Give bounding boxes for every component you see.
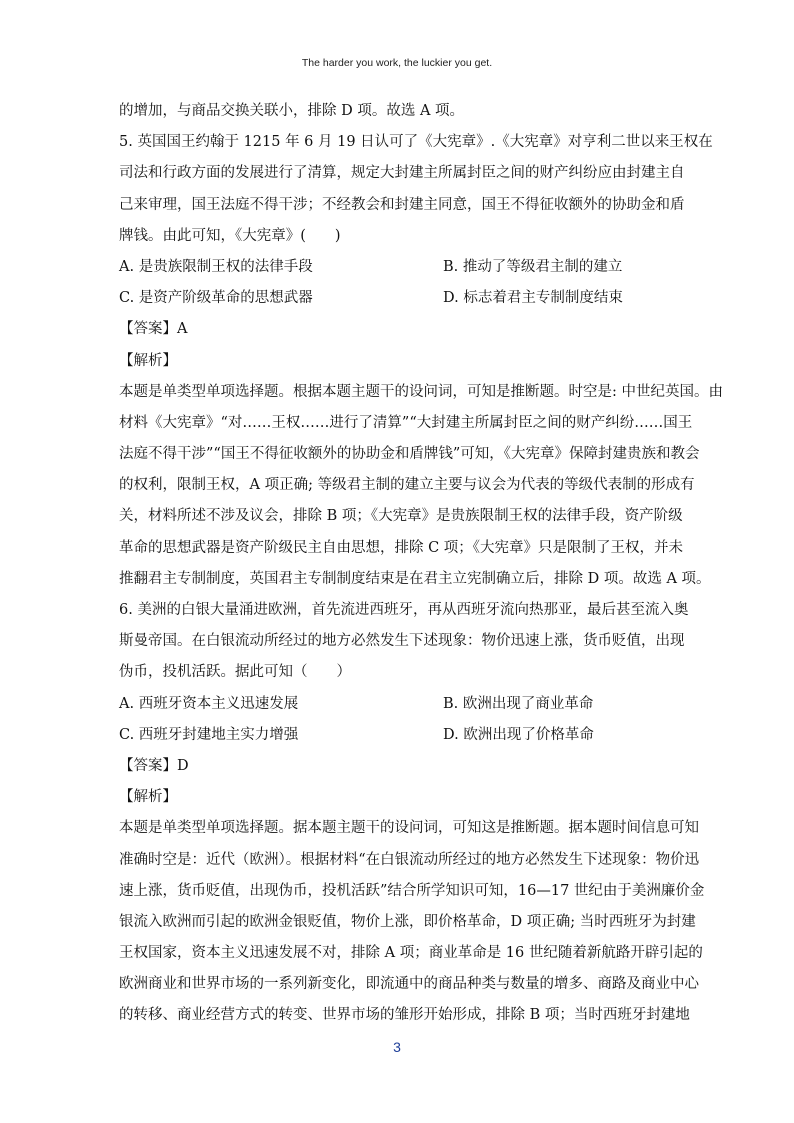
analysis-line: 革命的思想武器是资产阶级民主自由思想，排除 C 项；《大宪章》只是限制了王权，并未 (119, 539, 684, 556)
analysis-line: 的权利，限制王权，A 项正确; 等级君主制的建立主要与议会为代表的等级代表制的形成有 (119, 477, 695, 494)
question-stem-line: 己来审理，国王法庭不得干涉；不经教会和封建主同意，国王不得征收额外的协助金和盾 (119, 196, 685, 213)
options-row (119, 252, 679, 283)
analysis-line: 银流入欧洲而引起的欧洲金银贬值，物价上涨，即价格革命，D 项正确; 当时西班牙为封建 (119, 913, 696, 930)
analysis-line: 本题是单类型单项选择题。根据本题主题干的设问词，可知是推断题。时空是: 中世纪英国。由 (119, 383, 723, 400)
option-c: C. 西班牙封建地主实力增强 (119, 726, 299, 743)
analysis-line: 关，材料所述不涉及议会，排除 B 项；《大宪章》是贵族限制王权的法律手段，资产阶级 (119, 508, 683, 525)
question-5 (119, 127, 723, 595)
analysis-line: 欧洲商业和世界市场的一系列新变化，即流通中的商品种类与数量的增多、商路及商业中心 (119, 976, 699, 993)
analysis-line: 准确时空是：近代（欧洲）。根据材料“在白银流动所经过的地方必然发生下述现象：物价迅 (119, 851, 700, 868)
page-number: 3 (393, 1039, 401, 1055)
option-b: B. 推动了等级君主制的建立 (443, 258, 623, 275)
option-a: A. 西班牙资本主义迅速发展 (119, 695, 299, 712)
question-6 (119, 595, 705, 1032)
analysis-label: 【解析】 (119, 789, 177, 806)
option-a: A. 是贵族限制王权的法律手段 (119, 258, 313, 275)
question-stem-line: 牌钱。由此可知，《大宪章》( ) (119, 227, 341, 244)
analysis-line: 王权国家，资本主义迅速发展不对，排除 A 项；商业革命是 16 世纪随着新航路开辟引起的 (119, 945, 703, 962)
analysis-line: 本题是单类型单项选择题。据本题主题干的设问词，可知这是推断题。据本题时间信息可知 (119, 820, 699, 837)
page-header-motto: The harder you work, the luckier you get. (301, 57, 493, 69)
analysis-line: 推翻君主专制制度，英国君主专制制度结束是在君主立宪制确立后，排除 D 项。故选 A 项。 (119, 570, 711, 587)
options-row (119, 689, 679, 720)
option-c: C. 是资产阶级革命的思想武器 (119, 290, 313, 307)
option-b: B. 欧洲出现了商业革命 (443, 695, 594, 712)
question-stem-line: 伪币，投机活跃。据此可知（ ） (119, 664, 351, 681)
question-stem-line: 6. 美洲的白银大量涌进欧洲，首先流进西班牙，再从西班牙流向热那亚，最后甚至流入奥 (119, 602, 689, 618)
analysis-label: 【解析】 (119, 352, 177, 369)
document-body (119, 96, 723, 1032)
analysis-line: 速上涨，货币贬值，出现伪币，投机活跃”结合所学知识可知，16—17 世纪由于美洲廉价金 (119, 882, 705, 899)
question-stem-line: 5. 英国国王约翰于 1215 年 6 月 19 日认可了《大宪章》.《大宪章》对亨利二世以来王权在 (119, 134, 713, 151)
text-line: 的增加，与商品交换关联小，排除 D 项。故选 A 项。 (119, 103, 465, 119)
options-row (119, 283, 679, 314)
option-d: D. 欧洲出现了价格革命 (443, 726, 594, 743)
answer-label: 【答案】A (119, 321, 188, 338)
question-stem-line: 司法和行政方面的发展进行了清算，规定大封建主所属封臣之间的财产纠纷应由封建主自 (119, 165, 685, 182)
analysis-line: 的转移、商业经营方式的转变、世界市场的雏形开始形成，排除 B 项；当时西班牙封建地 (119, 1007, 690, 1024)
analysis-line: 法庭不得干涉”“国王不得征收额外的协助金和盾牌钱”可知，《大宪章》保障封建贵族和教会 (119, 446, 700, 463)
analysis-line: 材料《大宪章》“对……王权……进行了清算”“大封建主所属封臣之间的财产纠纷……国王 (119, 414, 693, 431)
answer-label: 【答案】D (119, 757, 189, 774)
question-stem-line: 斯曼帝国。在白银流动所经过的地方必然发生下述现象：物价迅速上涨，货币贬值，出现 (119, 633, 685, 650)
option-d: D. 标志着君主专制制度结束 (443, 290, 623, 307)
options-row (119, 720, 679, 751)
